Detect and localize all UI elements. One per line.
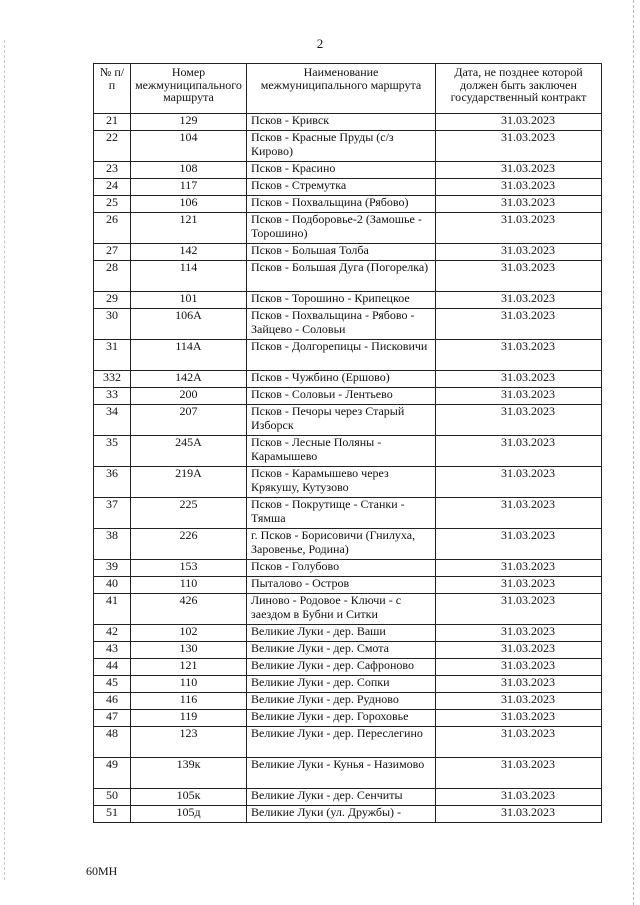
contract-date-cell: 31.03.2023 bbox=[436, 560, 602, 577]
contract-date-cell: 31.03.2023 bbox=[436, 727, 602, 758]
contract-date-cell: 31.03.2023 bbox=[436, 196, 602, 213]
table-row bbox=[94, 676, 602, 693]
row-number-cell: 35 bbox=[94, 436, 131, 467]
row-number-cell: 30 bbox=[94, 309, 131, 340]
route-name-cell: Пыталово - Остров bbox=[247, 577, 436, 594]
route-name-cell: Псков - Долгорепицы - Писковичи bbox=[247, 340, 436, 371]
table-row bbox=[94, 789, 602, 806]
table-row bbox=[94, 292, 602, 309]
route-name-cell: Псков - Подборовье-2 (Замошье - Торошино) bbox=[247, 213, 436, 244]
contract-date-cell: 31.03.2023 bbox=[436, 244, 602, 261]
row-number-cell: 33 bbox=[94, 388, 131, 405]
route-number-cell: 225 bbox=[131, 498, 247, 529]
table-row bbox=[94, 196, 602, 213]
contract-date-cell: 31.03.2023 bbox=[436, 710, 602, 727]
route-number-cell: 114 bbox=[131, 261, 247, 292]
route-name-cell: Псков - Большая Толба bbox=[247, 244, 436, 261]
route-name-cell: Линово - Родовое - Ключи - с заездом в Бубни и Ситки bbox=[247, 594, 436, 625]
route-number-cell: 245А bbox=[131, 436, 247, 467]
row-number-cell: 48 bbox=[94, 727, 131, 758]
route-number-cell: 142А bbox=[131, 371, 247, 388]
table-row bbox=[94, 213, 602, 244]
route-name-cell: Псков - Лесные Поляны - Карамышево bbox=[247, 436, 436, 467]
contract-date-cell: 31.03.2023 bbox=[436, 642, 602, 659]
row-number-cell: 38 bbox=[94, 529, 131, 560]
table-row bbox=[94, 806, 602, 823]
route-number-cell: 426 bbox=[131, 594, 247, 625]
table-header-row bbox=[94, 64, 602, 114]
route-name-cell: Псков - Торошино - Крипецкое bbox=[247, 292, 436, 309]
contract-date-cell: 31.03.2023 bbox=[436, 594, 602, 625]
row-number-cell: 43 bbox=[94, 642, 131, 659]
table-row bbox=[94, 131, 602, 162]
row-number-cell: 46 bbox=[94, 693, 131, 710]
table-row bbox=[94, 625, 602, 642]
row-number-cell: 28 bbox=[94, 261, 131, 292]
table-row bbox=[94, 388, 602, 405]
table-row bbox=[94, 405, 602, 436]
route-number-cell: 139к bbox=[131, 758, 247, 789]
scan-edge-left bbox=[4, 40, 6, 880]
header-num: № п/п bbox=[94, 64, 131, 114]
row-number-cell: 42 bbox=[94, 625, 131, 642]
route-name-cell: Псков - Кривск bbox=[247, 114, 436, 131]
row-number-cell: 24 bbox=[94, 179, 131, 196]
route-name-cell: Великие Луки - Кунья - Назимово bbox=[247, 758, 436, 789]
contract-date-cell: 31.03.2023 bbox=[436, 371, 602, 388]
route-number-cell: 105к bbox=[131, 789, 247, 806]
contract-date-cell: 31.03.2023 bbox=[436, 498, 602, 529]
table-row bbox=[94, 114, 602, 131]
route-name-cell: Псков - Чужбино (Ершово) bbox=[247, 371, 436, 388]
route-name-cell: Псков - Большая Дуга (Погорелка) bbox=[247, 261, 436, 292]
row-number-cell: 37 bbox=[94, 498, 131, 529]
route-name-cell: Великие Луки - дер. Сафроново bbox=[247, 659, 436, 676]
table-row bbox=[94, 162, 602, 179]
route-number-cell: 121 bbox=[131, 659, 247, 676]
route-name-cell: Великие Луки - дер. Гороховье bbox=[247, 710, 436, 727]
table-row bbox=[94, 727, 602, 758]
row-number-cell: 25 bbox=[94, 196, 131, 213]
row-number-cell: 22 bbox=[94, 131, 131, 162]
footer-code: 60МН bbox=[86, 864, 118, 878]
contract-date-cell: 31.03.2023 bbox=[436, 529, 602, 560]
table-row bbox=[94, 693, 602, 710]
table-row bbox=[94, 529, 602, 560]
contract-date-cell: 31.03.2023 bbox=[436, 114, 602, 131]
route-name-cell: Великие Луки - дер. Сенчиты bbox=[247, 789, 436, 806]
route-name-cell: Псков - Красино bbox=[247, 162, 436, 179]
route-number-cell: 104 bbox=[131, 131, 247, 162]
contract-date-cell: 31.03.2023 bbox=[436, 388, 602, 405]
row-number-cell: 34 bbox=[94, 405, 131, 436]
table-row bbox=[94, 594, 602, 625]
row-number-cell: 45 bbox=[94, 676, 131, 693]
table-row bbox=[94, 244, 602, 261]
row-number-cell: 26 bbox=[94, 213, 131, 244]
route-number-cell: 110 bbox=[131, 676, 247, 693]
contract-date-cell: 31.03.2023 bbox=[436, 131, 602, 162]
route-name-cell: г. Псков - Борисовичи (Гнилуха, Заровенье, Родина) bbox=[247, 529, 436, 560]
table-row bbox=[94, 261, 602, 292]
contract-date-cell: 31.03.2023 bbox=[436, 676, 602, 693]
route-number-cell: 110 bbox=[131, 577, 247, 594]
table-row bbox=[94, 642, 602, 659]
route-number-cell: 129 bbox=[131, 114, 247, 131]
route-name-cell: Псков - Красные Пруды (с/з Кирово) bbox=[247, 131, 436, 162]
page-number: 2 bbox=[316, 36, 324, 51]
row-number-cell: 31 bbox=[94, 340, 131, 371]
table-row bbox=[94, 371, 602, 388]
contract-date-cell: 31.03.2023 bbox=[436, 806, 602, 823]
route-number-cell: 119 bbox=[131, 710, 247, 727]
table-row bbox=[94, 659, 602, 676]
scan-edge-right bbox=[633, 0, 635, 905]
row-number-cell: 49 bbox=[94, 758, 131, 789]
route-number-cell: 226 bbox=[131, 529, 247, 560]
route-number-cell: 207 bbox=[131, 405, 247, 436]
contract-date-cell: 31.03.2023 bbox=[436, 693, 602, 710]
header-contract-date: Дата, не позднее которой должен быть заключен государственный контракт bbox=[436, 64, 602, 114]
table-row bbox=[94, 710, 602, 727]
contract-date-cell: 31.03.2023 bbox=[436, 467, 602, 498]
contract-date-cell: 31.03.2023 bbox=[436, 162, 602, 179]
route-number-cell: 219А bbox=[131, 467, 247, 498]
route-number-cell: 101 bbox=[131, 292, 247, 309]
route-number-cell: 108 bbox=[131, 162, 247, 179]
route-number-cell: 153 bbox=[131, 560, 247, 577]
contract-date-cell: 31.03.2023 bbox=[436, 758, 602, 789]
contract-date-cell: 31.03.2023 bbox=[436, 405, 602, 436]
route-number-cell: 130 bbox=[131, 642, 247, 659]
route-name-cell: Псков - Голубово bbox=[247, 560, 436, 577]
route-number-cell: 200 bbox=[131, 388, 247, 405]
route-number-cell: 114А bbox=[131, 340, 247, 371]
contract-date-cell: 31.03.2023 bbox=[436, 179, 602, 196]
header-route-name: Наименование межмуниципального маршрута bbox=[247, 64, 436, 114]
contract-date-cell: 31.03.2023 bbox=[436, 436, 602, 467]
row-number-cell: 39 bbox=[94, 560, 131, 577]
route-number-cell: 123 bbox=[131, 727, 247, 758]
table-row bbox=[94, 467, 602, 498]
route-name-cell: Псков - Соловьи - Лентьево bbox=[247, 388, 436, 405]
row-number-cell: 332 bbox=[94, 371, 131, 388]
table-row bbox=[94, 436, 602, 467]
contract-date-cell: 31.03.2023 bbox=[436, 213, 602, 244]
route-name-cell: Великие Луки - дер. Сопки bbox=[247, 676, 436, 693]
table-body bbox=[94, 114, 602, 823]
table-row bbox=[94, 179, 602, 196]
row-number-cell: 50 bbox=[94, 789, 131, 806]
route-number-cell: 105д bbox=[131, 806, 247, 823]
table-row bbox=[94, 340, 602, 371]
row-number-cell: 51 bbox=[94, 806, 131, 823]
route-name-cell: Псков - Похвальщина - Рябово - Зайцево - Соловьи bbox=[247, 309, 436, 340]
contract-date-cell: 31.03.2023 bbox=[436, 340, 602, 371]
table-row bbox=[94, 309, 602, 340]
row-number-cell: 40 bbox=[94, 577, 131, 594]
contract-date-cell: 31.03.2023 bbox=[436, 625, 602, 642]
route-name-cell: Псков - Печоры через Старый Изборск bbox=[247, 405, 436, 436]
route-name-cell: Псков - Стремутка bbox=[247, 179, 436, 196]
contract-date-cell: 31.03.2023 bbox=[436, 577, 602, 594]
row-number-cell: 21 bbox=[94, 114, 131, 131]
route-name-cell: Псков - Похвальщина (Рябово) bbox=[247, 196, 436, 213]
table-row bbox=[94, 498, 602, 529]
route-name-cell: Псков - Карамышево через Крякушу, Кутузово bbox=[247, 467, 436, 498]
route-number-cell: 106 bbox=[131, 196, 247, 213]
route-name-cell: Псков - Покрутище - Станки - Тямша bbox=[247, 498, 436, 529]
route-number-cell: 121 bbox=[131, 213, 247, 244]
route-name-cell: Великие Луки (ул. Дружбы) - bbox=[247, 806, 436, 823]
header-route-number: Номер межмуниципального маршрута bbox=[131, 64, 247, 114]
row-number-cell: 36 bbox=[94, 467, 131, 498]
contract-date-cell: 31.03.2023 bbox=[436, 789, 602, 806]
route-name-cell: Великие Луки - дер. Переслегино bbox=[247, 727, 436, 758]
route-number-cell: 116 bbox=[131, 693, 247, 710]
contract-date-cell: 31.03.2023 bbox=[436, 261, 602, 292]
contract-date-cell: 31.03.2023 bbox=[436, 309, 602, 340]
routes-table bbox=[93, 63, 602, 823]
row-number-cell: 23 bbox=[94, 162, 131, 179]
row-number-cell: 29 bbox=[94, 292, 131, 309]
table-row bbox=[94, 560, 602, 577]
route-number-cell: 102 bbox=[131, 625, 247, 642]
row-number-cell: 44 bbox=[94, 659, 131, 676]
table-row bbox=[94, 758, 602, 789]
route-number-cell: 117 bbox=[131, 179, 247, 196]
table-row bbox=[94, 577, 602, 594]
row-number-cell: 47 bbox=[94, 710, 131, 727]
row-number-cell: 27 bbox=[94, 244, 131, 261]
contract-date-cell: 31.03.2023 bbox=[436, 292, 602, 309]
row-number-cell: 41 bbox=[94, 594, 131, 625]
route-name-cell: Великие Луки - дер. Руднoво bbox=[247, 693, 436, 710]
route-number-cell: 142 bbox=[131, 244, 247, 261]
contract-date-cell: 31.03.2023 bbox=[436, 659, 602, 676]
route-name-cell: Великие Луки - дер. Ваши bbox=[247, 625, 436, 642]
route-name-cell: Великие Луки - дер. Смота bbox=[247, 642, 436, 659]
route-number-cell: 106А bbox=[131, 309, 247, 340]
